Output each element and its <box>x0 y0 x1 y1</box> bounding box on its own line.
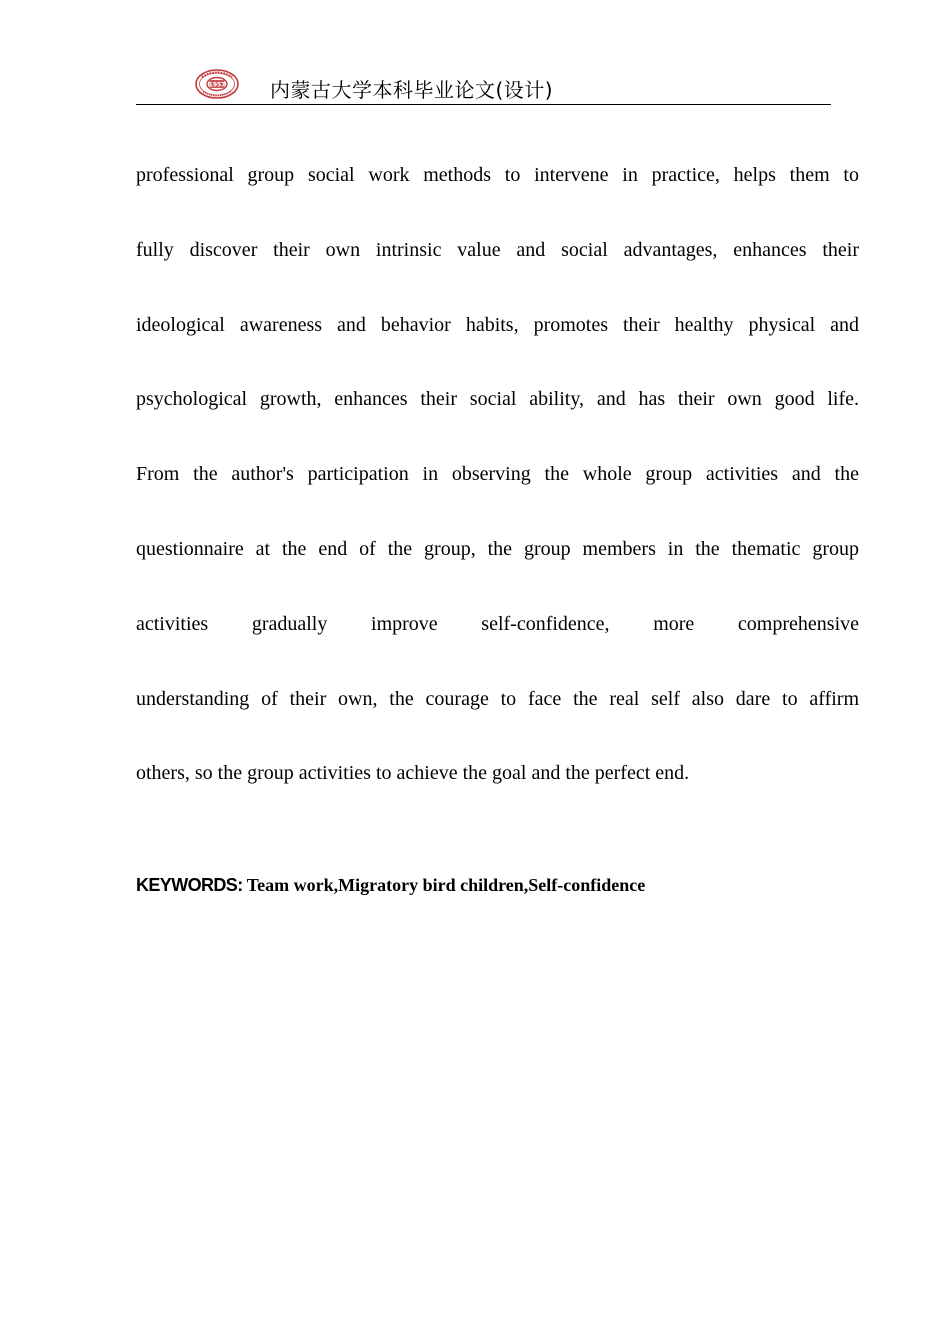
university-seal-icon <box>194 68 240 100</box>
abstract-body <box>136 138 859 811</box>
keywords-section <box>136 872 859 900</box>
body-line: From the author's participation in observing the whole group activities and the <box>136 463 859 486</box>
body-line: questionnaire at the end of the group, the group members in the thematic group <box>136 537 859 560</box>
svg-text:1957: 1957 <box>208 81 226 89</box>
page-header <box>136 64 831 105</box>
keywords-value: Team work,Migratory bird children,Self-confidence <box>242 875 646 895</box>
body-line: others, so the group activities to achieve the goal and the perfect end. <box>136 762 690 785</box>
body-line: professional group social work methods to intervene in practice, helps them to <box>136 164 859 186</box>
body-line: ideological awareness and behavior habits, promotes their healthy physical and <box>136 313 859 336</box>
body-line: psychological growth, enhances their social ability, and has their own good life. <box>136 388 859 411</box>
body-line: fully discover their own intrinsic value and social advantages, enhances their <box>136 238 859 261</box>
header-title: 内蒙古大学本科毕业论文(设计) <box>270 78 554 102</box>
body-line: understanding of their own, the courage to face the real self also dare to affirm <box>136 687 859 710</box>
keywords-label: KEYWORDS: <box>136 875 243 895</box>
body-line: activities gradually improve self-confidence, more comprehensive <box>136 612 859 635</box>
